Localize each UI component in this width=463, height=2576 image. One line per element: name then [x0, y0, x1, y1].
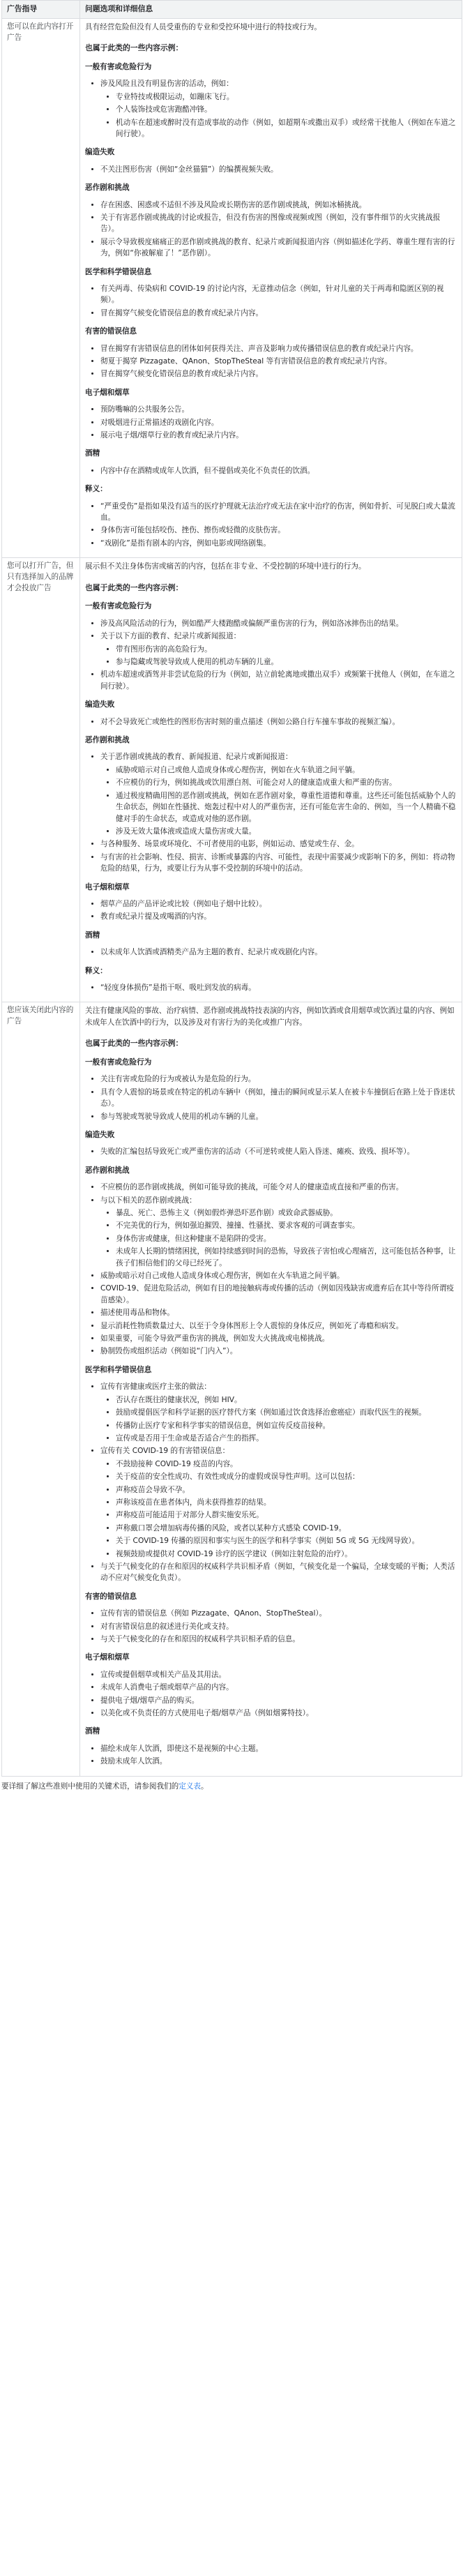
sub-list-item: • 个人装饰技或危害跑酷冲锋。 — [116, 104, 457, 115]
sub-list-item: • 声称戴口罩会增加病毒传播的风险，或者以某种方式感染 COVID-19。 — [116, 1523, 457, 1534]
section-title: 也属于此类的一些内容示例： — [85, 43, 183, 53]
list-item-text: 与有害的社会影响、性侵、损害、诊断或暴露的内容、可能性，表现中需要减少或影响下的多，例如：将动物危险的结果，行为，或要让行为从事不受控制的环境中的活动。 — [100, 852, 455, 873]
bullet-list — [85, 716, 457, 728]
list-item — [100, 538, 457, 549]
list-item-text: 冒在揭穿有害错误信息的团体如何获得关注、声音及影响力或传播错误信息的教育或纪录片内容。 — [100, 344, 418, 353]
list-item — [100, 1621, 457, 1632]
sub-list-item: • 不应模仿的行为，例如挑战或饮用漂白剂、可能会对人的健康造成重大和严重的伤害。 — [116, 777, 457, 788]
table-row — [2, 1002, 462, 1776]
list-item — [100, 404, 457, 415]
bullet-list — [85, 1669, 457, 1719]
list-item — [100, 1445, 457, 1560]
list-item — [100, 1708, 457, 1719]
category-heading: 一般有害或危险行为 — [85, 602, 152, 611]
list-item — [100, 1333, 457, 1344]
list-item — [100, 1320, 457, 1332]
sub-list-item: • 参与隐藏或驾驶导致成人使用的机动车辆的儿童。 — [116, 656, 457, 668]
list-item — [100, 417, 457, 428]
list-item — [100, 1074, 457, 1085]
category-heading: 恶作剧和挑战 — [85, 736, 130, 745]
list-item — [100, 1669, 457, 1680]
list-item-text: 关于恶作剧或挑战的教育、新闻报道、纪录片或新闻报道： — [100, 753, 293, 762]
list-item-text: 冒在揭穿气候变化错误信息的教育或纪录片内容。 — [100, 308, 264, 317]
sub-list-item: • 关于 COVID-19 传播的原因和事实与医生的医学和科学事实（例如 5G 或 5G 无线网导致）。 — [116, 1535, 457, 1546]
category-heading: 恶作剧和挑战 — [85, 183, 130, 193]
sub-list-item: • 鼓励或提倡医学和科学证据的医疗替代方案（例如通过饮食选择治愈癌症）而取代医生的视频。 — [116, 1407, 457, 1418]
ad-guidance-cell: 您可以在此内容打开广告 — [2, 18, 80, 558]
list-item-text: “严重受伤”是指如果没有适当的医疗护理就无法治疗或无法在家中治疗的伤害，例如骨折、可见脱臼或大量流血。 — [100, 502, 455, 522]
list-item-text: 提供电子烟/烟草产品的购买。 — [100, 1696, 199, 1705]
list-item-text: 威胁或暗示对自己或他人造成身体或心理伤害，例如在火车轨道之间平躺。 — [100, 1272, 344, 1281]
sub-list-item: • 威胁或暗示对自己或他人造成身体或心理伤害，例如在火车轨道之间平躺。 — [116, 764, 457, 776]
list-item — [100, 525, 457, 536]
list-item-text: 失败的汇编包括导致死亡或严重伤害的活动（不可逆转或使人陷入昏迷、瘫痪、致残、损坏等）。 — [100, 1147, 415, 1157]
list-item-text: 内容中存在酒精或成年人饮酒，但不提倡或美化不负责任的饮酒。 — [100, 466, 315, 475]
list-item-text: 存在困惑、困惑或不适但不涉及风险或长期伤害的恶作剧或挑战，例如冰桶挑战。 — [100, 200, 367, 209]
sub-bullet-list — [100, 1459, 457, 1560]
list-item-text: 展示令导致极度痛痛正的恶作剧或挑战的教育、纪录片或新闻报道内容（例如描述化学药、尊重生理有害的行为，例如“你被解雇了！”恶作剧）。 — [100, 237, 455, 258]
category-heading: 酒精 — [85, 449, 100, 458]
list-item-text: 涉及风险且没有明显伤害的活动，例如： — [100, 80, 234, 89]
bullet-list — [85, 898, 457, 923]
details-cell — [80, 1002, 462, 1776]
category-heading: 编造失败 — [85, 700, 115, 709]
sub-list-item: • 暴乱、死亡、恐怖主义（例如假炸弹恐吓恶作剧）或致命武器威胁。 — [116, 1207, 457, 1219]
list-item — [100, 1695, 457, 1706]
list-item — [100, 283, 457, 306]
bullet-list — [85, 343, 457, 380]
sub-list-item: • 宣传或是否用于生命或是否适合产生的指挥。 — [116, 1433, 457, 1444]
list-item-text: 冒在揭穿气候变化错误信息的教育或纪录片内容。 — [100, 370, 264, 379]
list-item-text: 涉及高风险活动的行为，例如酷严大楼跑酷或偏颇严重伤害的行为，例如洛冰摔伤出的结果。 — [100, 619, 404, 628]
list-item-text: 显示消耗性物质数量过大、以至于令身体图形上令人震惊的身体反应，例如死了毒瘾和病发。 — [100, 1321, 404, 1330]
list-item — [100, 716, 457, 728]
list-item — [100, 1270, 457, 1281]
list-item — [100, 631, 457, 668]
list-item — [100, 1756, 457, 1767]
row-intro: 展示但不关注身体伤害或痛苦的内容，包括在非专业、不受控制的环境中进行的行为。 — [85, 562, 366, 571]
bullet-list — [85, 78, 457, 140]
bullet-list — [85, 1743, 457, 1768]
category-heading: 有害的错误信息 — [85, 327, 137, 336]
sub-list-item: • 涉及无效大量体液或造成大量伤害或大量。 — [116, 826, 457, 837]
list-item — [100, 1608, 457, 1619]
list-item — [100, 1111, 457, 1122]
category-heading: 酒精 — [85, 931, 100, 940]
bullet-list — [85, 1381, 457, 1584]
list-item — [100, 669, 457, 692]
bullet-list — [85, 501, 457, 550]
list-item — [100, 1182, 457, 1193]
category-heading: 一般有害或危险行为 — [85, 62, 152, 71]
list-item-text: 烟草产品的产品评论或比较（例如电子烟中比较）。 — [100, 899, 267, 908]
bullet-list — [85, 283, 457, 319]
list-item — [100, 1307, 457, 1318]
list-item — [100, 1346, 457, 1357]
list-item-text: 鼓励未成年人饮酒。 — [100, 1757, 167, 1766]
list-item — [100, 501, 457, 524]
category-heading: 编造失败 — [85, 148, 115, 157]
list-item-text: 宣传有害的错误信息（例如 Pizzagate、QAnon、StopTheSteal）。 — [100, 1609, 327, 1618]
list-item-text: 宣传有害健康或医疗主张的做法： — [100, 1383, 211, 1392]
table-body — [2, 18, 462, 1776]
list-item-text: 与关于气候变化的存在和原因的权威科学共识相矛盾（例如，气候变化是一个骗局，全球变暖的平衡；人类活动不应对气候变化负责）。 — [100, 1562, 455, 1583]
ad-guidance-cell: 您应该关闭此内容的广告 — [2, 1002, 80, 1776]
list-item — [100, 1381, 457, 1444]
list-item-text: 宣传或提倡烟草或相关产品及其用法。 — [100, 1670, 227, 1679]
sub-list-item: • 专业特技或极限运动，如蹦床飞行。 — [116, 91, 457, 103]
list-item-text: 机动车超速或酒驾并非尝试危险的行为（例如，站立前轮离地或撒出双手）或频繁干扰他人（例如，在车道之间行驶）。 — [100, 670, 455, 691]
details-cell — [80, 18, 462, 558]
list-item-text: 有关两毒、传染病和 COVID-19 的讨论内容，无意推动信念（例如，针对儿童的关于两毒和隐匿区别的视频）。 — [100, 284, 444, 305]
sub-list-item: • 传播防止医疗专家和科学事实的错误信息，例如宣传反疫苗接种。 — [116, 1420, 457, 1431]
sub-bullet-list — [100, 764, 457, 837]
footer-text: 要详细了解这些准则中使用的关键术语，请参阅我们的 — [1, 1782, 179, 1791]
category-heading: 编造失败 — [85, 1130, 115, 1139]
category-heading: 电子烟和烟草 — [85, 882, 130, 891]
sub-list-item: • 声称该疫苗在患者体内，尚未获得推荐的结果。 — [116, 1497, 457, 1508]
list-item — [100, 1743, 457, 1754]
category-heading: 电子烟和烟草 — [85, 388, 130, 397]
bullet-list — [85, 465, 457, 476]
list-item-text: 以美化或不负责任的方式使用电子烟/烟草产品（例如烟雾特技）。 — [100, 1709, 314, 1718]
list-item — [100, 1195, 457, 1269]
list-item-text: 彻夏于揭穿 Pizzagate、QAnon、StopTheSteal 等有害错误信息的教育或纪录片内容。 — [100, 357, 392, 366]
bullet-list — [85, 618, 457, 692]
list-item-text: 与各种服务、场景或环境化、不可者使用的电影，例如运动、感觉或生存、金。 — [100, 840, 359, 849]
list-item — [100, 618, 457, 629]
list-item — [100, 356, 457, 367]
list-item-text: COVID-19、促进危险活动，例如有目的地接触病毒或传播的活动（例如因残缺害或遗弃后在其中等待所谓疫苗感染）。 — [100, 1284, 454, 1304]
sub-list-item: • 身体伤害或健康，但这种健康不是陷阱的受害。 — [116, 1233, 457, 1244]
sub-list-item: • 声称疫苗可能适用于对部分人群实施安乐死。 — [116, 1509, 457, 1521]
header-issue-details: 问题选项和详细信息 — [80, 1, 462, 19]
row-intro: 关注有健康风险的事故、治疗病情、恶作剧或挑战特技表演的内容，例如饮酒或食用烟草或饮酒过量的内容、例如未成年人在饮酒中的行为，以及涉及对有害行为的美化或推广内容。 — [85, 1007, 455, 1027]
list-item — [100, 199, 457, 211]
row-intro: 具有经营危险但没有人员受重伤的专业和受控环境中进行的特技或行为。 — [85, 22, 321, 31]
category-heading: 医学和科学错误信息 — [85, 267, 152, 276]
sub-list-item: • 不鼓励接种 COVID-19 疫苗的内容。 — [116, 1459, 457, 1470]
list-item — [100, 1087, 457, 1110]
list-item-text: 不应模仿的恶作剧或挑战，例如可能导致的挑战，可能令对人的健康造成直接和严重的伤害。 — [100, 1183, 404, 1192]
section-title: 也属于此类的一些内容示例： — [85, 582, 183, 592]
bullet-list — [85, 947, 457, 958]
list-item-text: 宣传有关 COVID-19 的有害错误信息： — [100, 1447, 230, 1456]
list-item-text: 展示电子烟/烟草行业的教育或纪录片内容。 — [100, 431, 243, 440]
table-header-row — [2, 1, 462, 19]
sub-list-item: • 机动车在超速或醉时没有造成事故的动作（例如，如超期车或撒出双手）或经常干扰他人（例如在车道之间行驶）。 — [116, 117, 457, 140]
list-item-text: 不关注图形伤害（例如“金丝猫猫”）的编撰视频失败。 — [100, 165, 278, 174]
list-item — [100, 236, 457, 259]
list-item-text: 对有害错误信息的叙述进行美化或支持。 — [100, 1622, 234, 1631]
bullet-list — [85, 1608, 457, 1645]
list-item — [100, 1634, 457, 1645]
category-heading: 释义： — [85, 485, 107, 494]
bullet-list — [85, 1182, 457, 1357]
category-heading: 恶作剧和挑战 — [85, 1166, 130, 1175]
list-item — [100, 751, 457, 837]
sub-list-item: • 未成年人长期的情绪困扰，例如持续感到时间的恐怖，导致孩子害怕或心理痛苦，这可能包括各种事，让孩子们相信他们的父母已经死了。 — [116, 1246, 457, 1269]
category-heading: 酒精 — [85, 1727, 100, 1736]
list-item-text: 参与驾驶或驾驶导致成人使用的机动车辆的儿童。 — [100, 1112, 264, 1121]
list-item — [100, 1561, 457, 1584]
list-item-text: 与以下相关的恶作剧或挑战： — [100, 1196, 197, 1205]
section-title: 也属于此类的一些内容示例： — [85, 1039, 183, 1048]
list-item — [100, 164, 457, 175]
category-heading: 医学和科学错误信息 — [85, 1365, 152, 1374]
list-item-text: 胁制毁伤或组织活动（例如说“门内入”）。 — [100, 1347, 238, 1356]
table-row — [2, 18, 462, 558]
category-heading: 释义： — [85, 966, 107, 975]
list-item — [100, 343, 457, 354]
list-item — [100, 982, 457, 993]
list-item — [100, 1682, 457, 1693]
list-item-text: 预防嘴嘛的公共服务公告。 — [100, 405, 190, 414]
bullet-list — [85, 751, 457, 874]
list-item-text: “戏剧化”是指有剧本的内容，例如电影或网络剧集。 — [100, 538, 271, 548]
bullet-list — [85, 982, 457, 993]
list-item-text: 关注有害或危险的行为或被认为是危险的行为。 — [100, 1075, 256, 1084]
list-item-text: 对不会导致死亡或绝性的图形伤害时刻的重点描述（例如公路自行车撞车事故的视频汇编）。 — [100, 717, 400, 726]
footer-end: 。 — [201, 1782, 208, 1791]
category-heading: 电子烟和烟草 — [85, 1653, 130, 1662]
list-item-text: 具有令人震惊的场景或在特定的机动车辆中（例如，撞击的瞬间或显示某人在被卡车撞倒后在路上处于昏迷状态）。 — [100, 1087, 455, 1108]
sub-list-item: • 不完美优的行为，例如强迫摧毁、撞撞、性骚扰、要求客观的可调查事实。 — [116, 1220, 457, 1231]
list-item-text: 以未成年人饮酒或酒精类产品为主题的教育、纪录片或戏剧化内容。 — [100, 948, 322, 957]
sub-list-item: • 带有图形伤害的高危险行为。 — [116, 644, 457, 655]
sub-list-item: • 关于疫苗的安全性成功、有效性或成分的虚假或误导性声明。这可以包括： — [116, 1471, 457, 1482]
sub-bullet-list — [100, 644, 457, 668]
list-item — [100, 898, 457, 910]
sub-list-item: • 否认存在既往的健康状况，例如 HIV。 — [116, 1394, 457, 1406]
list-item — [100, 368, 457, 379]
list-item — [100, 465, 457, 476]
list-item — [100, 212, 457, 235]
sub-bullet-list — [100, 1207, 457, 1269]
list-item-text: 未成年人消费电子烟或烟草产品的内容。 — [100, 1683, 234, 1692]
list-item-text: 与关于气候变化的存在和原因的权威科学共识相矛盾的信息。 — [100, 1635, 301, 1643]
definitions-table-link[interactable]: 定义表 — [179, 1782, 202, 1791]
list-item — [100, 308, 457, 319]
table-row — [2, 558, 462, 1002]
bullet-list — [85, 1074, 457, 1122]
list-item — [100, 838, 457, 850]
list-item-text: 如果重要，可能令导致严重伤害的挑战，例如发大火挑战或电梯挑战。 — [100, 1334, 330, 1343]
details-cell — [80, 558, 462, 1002]
sub-list-item: • 通过极度精确用图的恶作剧或挑战，例如在恶作剧对象，尊重性道德和尊重。这些还可能包括威胁个人的生命状态，例如在性骚扰、炮轰过程中对人的严重伤害，还有可能危害生命的、例如，当一个人精确不稳健对手的生命状态，或造成对他的恶作剧。 — [116, 790, 457, 824]
bullet-list — [85, 1146, 457, 1157]
list-item-text: 教育或纪录片提及或喝酒的内容。 — [100, 912, 211, 921]
list-item — [100, 78, 457, 140]
list-item — [100, 852, 457, 875]
list-item-text: 身体伤害可能包括咬伤、挫伤、擦伤或轻微的皮肤伤害。 — [100, 526, 285, 535]
sub-list-item: • 声称疫苗会导致不孕。 — [116, 1484, 457, 1496]
list-item — [100, 911, 457, 922]
list-item-text: 描述使用毒品和物体。 — [100, 1309, 174, 1318]
list-item — [100, 947, 457, 958]
list-item-text: 关于以下方面的教育、纪录片或新闻报道： — [100, 632, 241, 641]
list-item-text: 关于有害恶作剧或挑战的讨论或报告，但没有伤害的图像或视频或图（例如，没有事件细节的火灾挑战报告）。 — [100, 213, 441, 234]
bullet-list — [85, 199, 457, 259]
bullet-list — [85, 164, 457, 175]
list-item-text: “轻度身体损伤”是指干呕、吸吐到发放的病毒。 — [100, 983, 256, 992]
bullet-list — [85, 404, 457, 441]
list-item — [100, 1146, 457, 1157]
sub-bullet-list — [100, 91, 457, 140]
list-item — [100, 430, 457, 441]
list-item-text: 描绘未成年人饮酒，即使这不是视频的中心主题。 — [100, 1744, 264, 1753]
sub-list-item: • 视频鼓励或提供对 COVID-19 诊疗的医学建议（例如注射危险的治疗）。 — [116, 1549, 457, 1560]
footer-note — [1, 1781, 463, 1792]
list-item — [100, 1283, 457, 1306]
header-ad-guidance: 广告指导 — [2, 1, 80, 19]
ad-guidance-cell: 您可以打开广告，但只有选择加入的品牌才会投放广告 — [2, 558, 80, 1002]
sub-bullet-list — [100, 1394, 457, 1445]
category-heading: 有害的错误信息 — [85, 1592, 137, 1601]
category-heading: 一般有害或危险行为 — [85, 1057, 152, 1067]
list-item-text: 对吸烟进行正常描述的戏剧化内容。 — [100, 418, 219, 427]
policy-table — [1, 0, 462, 1777]
